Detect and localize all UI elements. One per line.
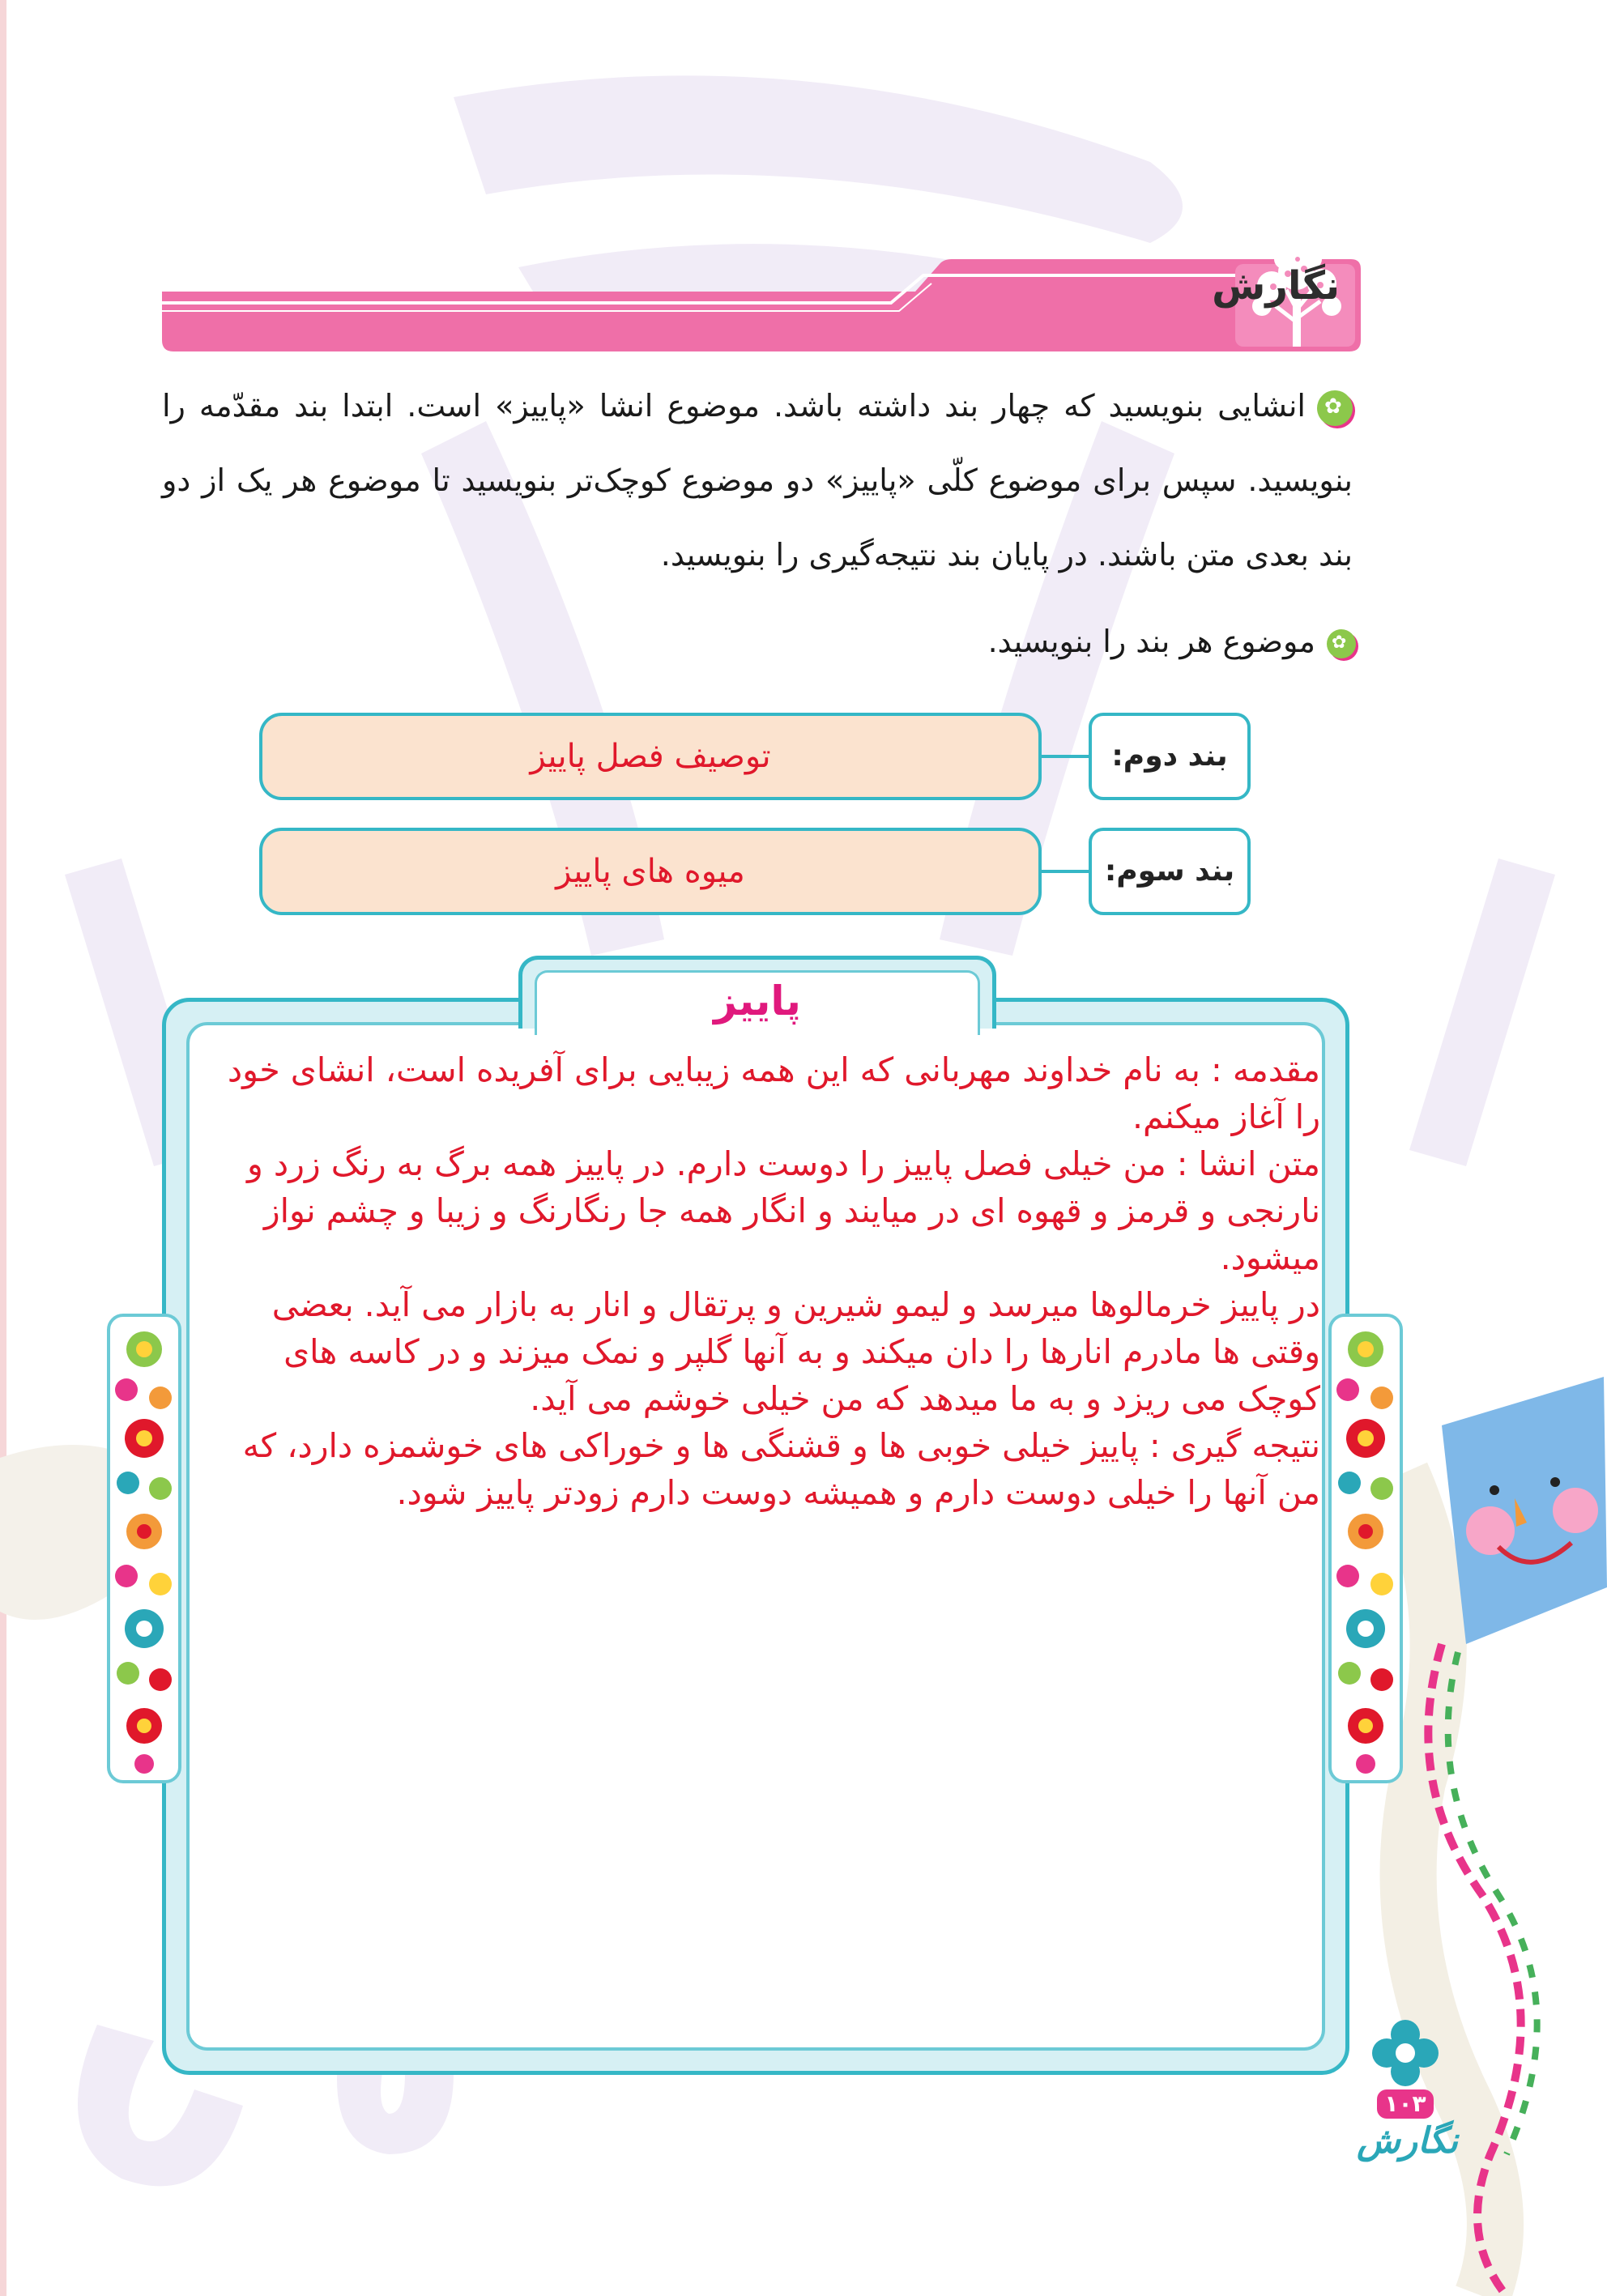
header-ribbon: [162, 243, 1361, 351]
flower-border-right: [1328, 1314, 1403, 1783]
flower-bullet-icon: [1317, 390, 1353, 426]
page-number: ۱۰۳: [1377, 2089, 1434, 2119]
instruction-paragraph: [162, 368, 1353, 592]
page-badge-flower-icon: [1369, 2017, 1442, 2089]
sub-instruction-text: موضوع هر بند را بنویسید.: [987, 624, 1315, 659]
paragraph-3-label: بند سوم:: [1089, 828, 1251, 915]
essay-conclusion: نتیجه گیری : پاییز خیلی خوبی ها و قشنگی ها و خوراکی های خوشمزه دارد، که من آنها را خیلی دوست دارم و همیشه دوست دارم زودتر پاییز شود.: [242, 1426, 1320, 1512]
page-edge: [0, 0, 6, 2296]
section-title: نگارش: [1212, 263, 1340, 309]
sub-instruction: [988, 624, 1356, 659]
flower-border-left: [107, 1314, 181, 1783]
essay-body-1: متن انشا : من خیلی فصل پاییز را دوست دارم. در پاییز همه برگ به رنگ زرد و نارنجی و قرمز و قهوه ای در میایند و انگار همه جا رنگارنگ و زیبا و چشم نواز میشود.: [246, 1144, 1320, 1277]
flower-bullet-icon: [1327, 629, 1356, 658]
flower-pattern-icon: [1332, 1317, 1400, 1780]
essay-text: [194, 1046, 1320, 1516]
composition-title: پاییز: [535, 970, 980, 1035]
connector-line: [1040, 755, 1089, 758]
essay-introduction: مقدمه : به نام خداوند مهربانی که این همه زیبایی برای آفریده است، انشای خود را آغاز میکنم.: [227, 1050, 1320, 1136]
paragraph-2-label: بند دوم:: [1089, 713, 1251, 800]
instruction-text: انشایی بنویسید که چهار بند داشته باشد. موضوع انشا «پاییز» است. ابتدا بند مقدّمه را بنویسید. سپس برای موضوع کلّی «پاییز» دو موضوع کوچک‌تر بنویسید تا موضوع هر یک از دو بند بعدی متن باشند. در پایان بند نتیجه‌گیری را بنویسید.: [162, 388, 1353, 573]
page-badge-label: نگارش: [1357, 2120, 1458, 2162]
essay-body-2: در پاییز خرمالوها میرسد و لیمو شیرین و پرتقال و انار به بازار می آید. بعضی وقتی ها مادرم انارها را دان میکند و به آنها گلپر و نمک میزند و در کاسه های کوچک می ریزد و به ما میدهد که من خیلی خوشم می آید.: [271, 1285, 1320, 1418]
paragraph-3-topic-field[interactable]: میوه های پاییز: [259, 828, 1042, 915]
flower-pattern-icon: [110, 1317, 178, 1780]
connector-line: [1040, 870, 1089, 873]
paragraph-2-topic-field[interactable]: توصیف فصل پاییز: [259, 713, 1042, 800]
